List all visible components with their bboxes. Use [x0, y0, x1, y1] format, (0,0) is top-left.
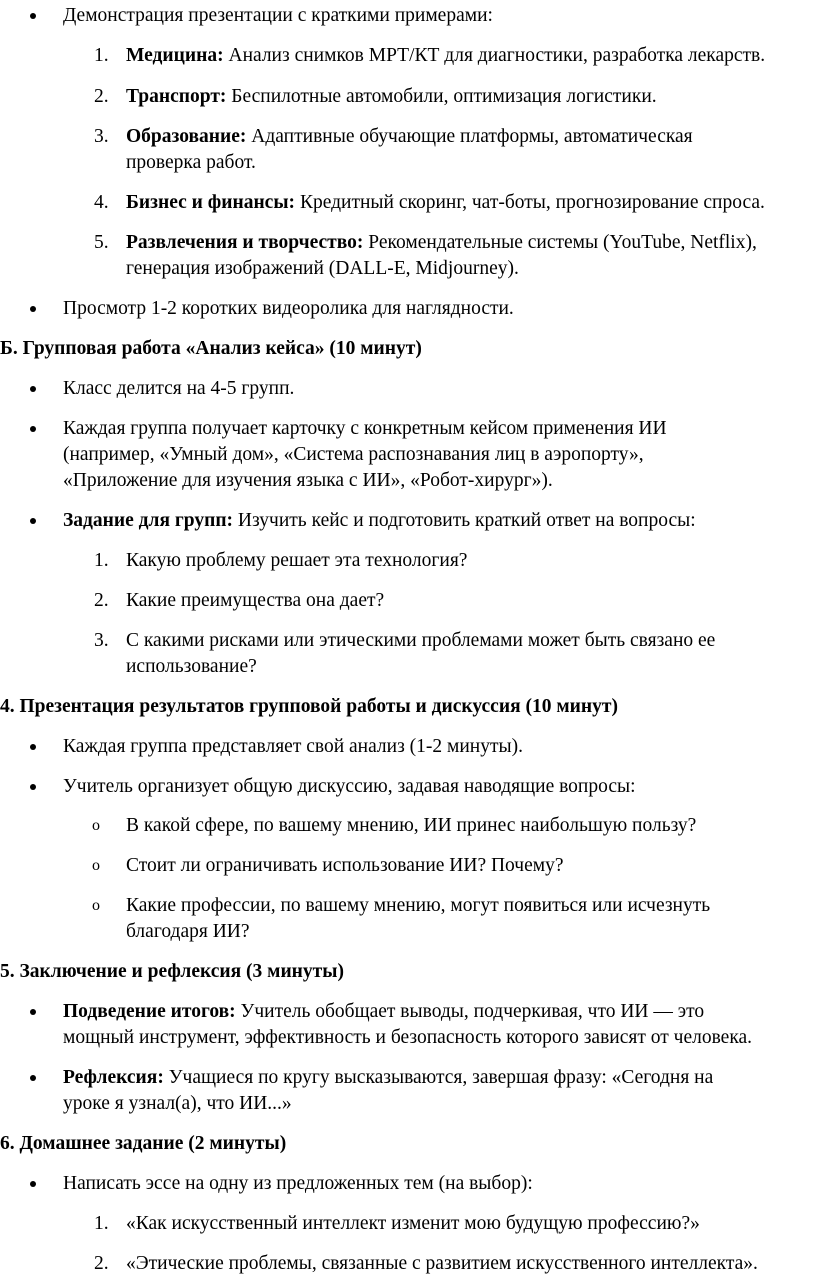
bullet-marker — [30, 386, 36, 392]
section-4-bullet-discussion: Учитель организует общую дискуссию, задавая наводящие вопросы: — [63, 776, 636, 797]
list-number: 2. — [94, 590, 109, 611]
list-number: 3. — [94, 126, 109, 147]
discussion-question-cont: благодаря ИИ? — [126, 921, 250, 942]
bullet-marker — [30, 13, 36, 19]
list-number: 1. — [94, 1213, 109, 1234]
intro-bullet: Демонстрация презентации с краткими примерами: — [63, 5, 493, 26]
reflection-bullet: Рефлексия: Учащиеся по кругу высказываются, завершая фразу: «Сегодня на — [63, 1067, 714, 1088]
question-item: Какую проблему решает эта технология? — [126, 550, 468, 571]
summary-bullet-cont: мощный инструмент, эффективность и безопасность которого зависят от человека. — [63, 1027, 753, 1048]
list-number: 4. — [94, 192, 109, 213]
section-4-bullet-analysis: Каждая группа представляет свой анализ (1-2 минуты). — [63, 736, 523, 757]
summary-bullet: Подведение итогов: Учитель обобщает выводы, подчеркивая, что ИИ — это — [63, 1001, 705, 1022]
example-item-medicine: Медицина: Анализ снимков МРТ/КТ для диагностики, разработка лекарств. — [126, 45, 766, 66]
question-item-cont: использование? — [126, 656, 257, 677]
bullet-marker — [30, 744, 36, 750]
bullet-marker — [30, 518, 36, 524]
section-4-heading: 4. Презентация результатов групповой работы и дискуссия (10 минут) — [0, 696, 618, 717]
bullet-marker — [30, 306, 36, 312]
section-b-task: Задание для групп: Изучить кейс и подготовить краткий ответ на вопросы: — [63, 510, 696, 531]
essay-topic: «Как искусственный интеллект изменит мою будущую профессию?» — [126, 1213, 700, 1234]
bullet-marker — [30, 426, 36, 432]
question-item: С какими рисками или этическими проблемами может быть связано ее — [126, 630, 716, 651]
bullet-marker — [30, 784, 36, 790]
list-number: 1. — [94, 45, 109, 66]
bullet-marker — [30, 1009, 36, 1015]
example-item-entertainment-cont: генерация изображений (DALL-E, Midjourney). — [126, 258, 519, 279]
section-b-heading: Б. Групповая работа «Анализ кейса» (10 минут) — [0, 338, 422, 359]
circle-marker: o — [92, 857, 100, 874]
example-item-education: Образование: Адаптивные обучающие платформы, автоматическая — [126, 126, 693, 147]
list-number: 5. — [94, 232, 109, 253]
section-b-bullet-card: Каждая группа получает карточку с конкретным кейсом применения ИИ — [63, 418, 667, 439]
discussion-question: Какие профессии, по вашему мнению, могут появиться или исчезнуть — [126, 895, 711, 916]
example-item-entertainment: Развлечения и творчество: Рекомендательные системы (YouTube, Netflix), — [126, 232, 757, 253]
discussion-question: Стоит ли ограничивать использование ИИ? Почему? — [126, 855, 564, 876]
discussion-question: В какой сфере, по вашему мнению, ИИ принес наибольшую пользу? — [126, 815, 697, 836]
section-5-heading: 5. Заключение и рефлексия (3 минуты) — [0, 961, 344, 982]
circle-marker: o — [92, 897, 100, 914]
essay-bullet: Написать эссе на одну из предложенных тем (на выбор): — [63, 1173, 533, 1194]
question-item: Какие преимущества она дает? — [126, 590, 385, 611]
circle-marker: o — [92, 817, 100, 834]
video-bullet: Просмотр 1-2 коротких видеоролика для наглядности. — [63, 298, 514, 319]
section-b-bullet-card-cont: «Приложение для изучения языка с ИИ», «Робот-хирург»). — [63, 470, 553, 491]
list-number: 2. — [94, 1253, 109, 1274]
list-number: 3. — [94, 630, 109, 651]
section-b-bullet-groups: Класс делится на 4-5 групп. — [63, 378, 295, 399]
example-item-business: Бизнес и финансы: Кредитный скоринг, чат-боты, прогнозирование спроса. — [126, 192, 765, 213]
bullet-marker — [30, 1075, 36, 1081]
example-item-transport: Транспорт: Беспилотные автомобили, оптимизация логистики. — [126, 86, 657, 107]
section-b-bullet-card-cont: (например, «Умный дом», «Система распознавания лиц в аэропорту», — [63, 444, 644, 465]
example-item-education-cont: проверка работ. — [126, 152, 256, 173]
essay-topic: «Этические проблемы, связанные с развитием искусственного интеллекта». — [126, 1253, 758, 1274]
section-6-heading: 6. Домашнее задание (2 минуты) — [0, 1133, 287, 1154]
list-number: 2. — [94, 86, 109, 107]
list-number: 1. — [94, 550, 109, 571]
reflection-bullet-cont: уроке я узнал(а), что ИИ...» — [63, 1093, 292, 1114]
bullet-marker — [30, 1181, 36, 1187]
